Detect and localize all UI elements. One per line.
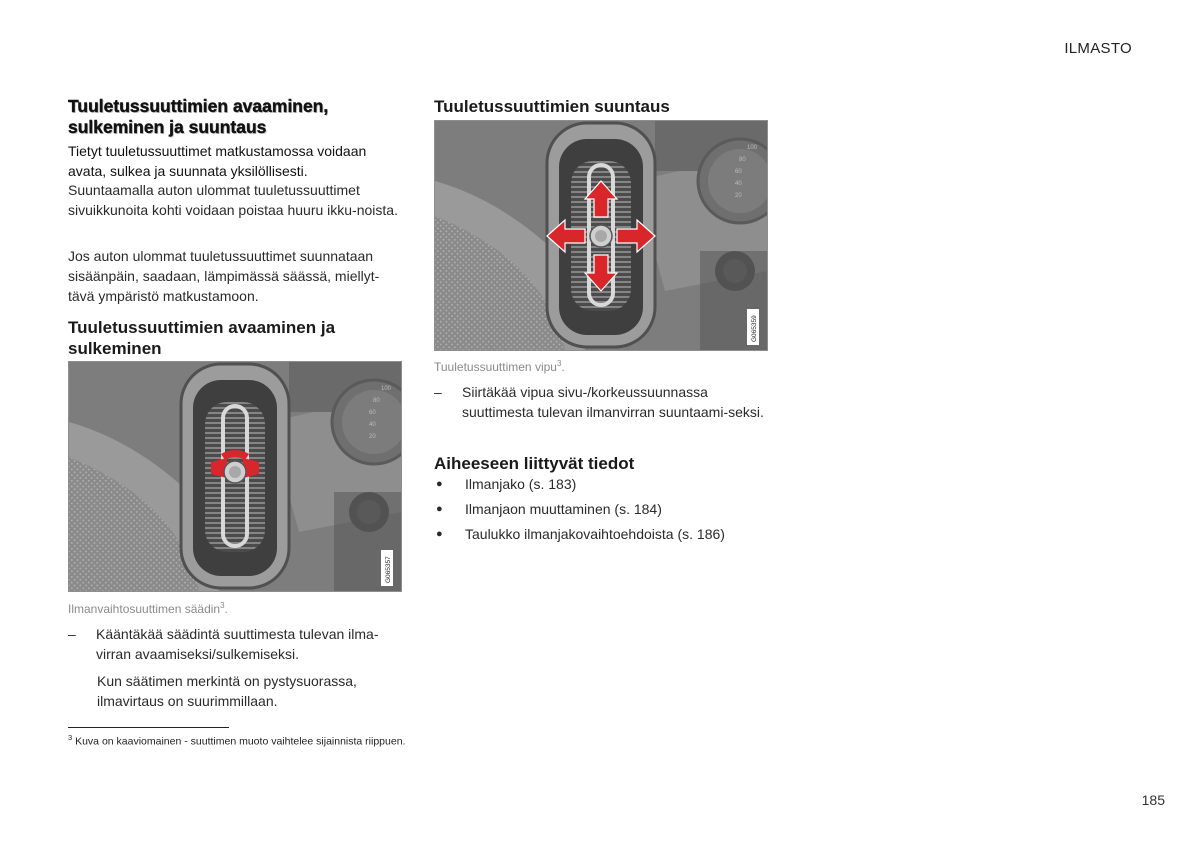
bullet-icon: ●: [436, 503, 443, 515]
dash-marker: –: [68, 626, 76, 642]
bullet-icon: ●: [436, 528, 443, 540]
list-item: [434, 499, 794, 524]
step-item: [434, 382, 774, 422]
gauge-label: 40: [369, 422, 376, 428]
section-label: ILMASTO: [1064, 40, 1132, 57]
dash-marker: –: [434, 384, 442, 400]
gauge-label: 20: [369, 434, 376, 440]
step-item: [68, 624, 408, 664]
figure-caption: Ilmanvaihtosuuttimen säädin$^3$.: [68, 601, 228, 616]
figure-id: G065359: [751, 315, 758, 342]
gauge-label: 20: [735, 193, 742, 199]
footnote-text: Kuva on kaaviomainen - suuttimen muoto vaihtelee sijainnista riippuen.: [75, 735, 406, 748]
footnote-divider: [68, 727, 229, 728]
related-link[interactable]: Taulukko ilmanjakovaihtoehdoista (s. 186): [465, 526, 725, 542]
subtitle-open-close: Tuuletussuuttimien avaaminen ja sulkeminen: [68, 318, 336, 358]
gauge-label: 100: [381, 386, 392, 392]
gauge-label: 60: [735, 169, 742, 175]
gauge-label: 100: [747, 145, 758, 151]
figure-vent-knob: [68, 361, 402, 592]
step-text: Kääntäkää säädintä suuttimesta tulevan ilma-virran avaamiseksi/sulkemiseksi.: [96, 626, 379, 662]
page-number: 185: [1141, 792, 1165, 808]
figure-caption: Tuuletussuuttimen vipu$^3$.: [434, 359, 565, 374]
intro-paragraph-1: Suuntaamalla auton ulommat tuuletussuuttimet sivuikkunoita kohti voidaan poistaa huuru ikku-noista.: [68, 182, 398, 218]
step-text: Siirtäkää vipua sivu-/korkeussuunnassa suuttimesta tulevan ilmanvirran suuntaami-seksi.: [462, 384, 764, 420]
figure-vent-lever: [434, 120, 768, 351]
gauge-label: 60: [369, 410, 376, 416]
gauge-label: 80: [739, 157, 746, 163]
footnote: [68, 733, 405, 748]
subtitle-related: Aiheeseen liittyvät tiedot: [434, 454, 635, 473]
gauge-label: 40: [735, 181, 742, 187]
step-note: Kun säätimen merkintä on pystysuorassa, ilmavirtaus on suurimmillaan.: [97, 673, 357, 709]
intro-lead: Tietyt tuuletussuuttimet matkustamossa voidaan avata, sulkea ja suunnata yksilöllisesti.: [68, 143, 367, 179]
related-links-list: [434, 474, 794, 549]
list-item: [434, 524, 794, 549]
bullet-icon: ●: [436, 478, 443, 490]
related-link[interactable]: Ilmanjaon muuttaminen (s. 184): [465, 501, 662, 517]
subtitle-direction: Tuuletussuuttimien suuntaus: [434, 97, 670, 116]
footnote-marker: 3: [68, 733, 73, 742]
figure-id: G065357: [385, 556, 392, 583]
main-title: Tuuletussuuttimien avaaminen, sulkeminen ja suuntaus: [68, 96, 329, 137]
gauge-label: 80: [373, 398, 380, 404]
related-link[interactable]: Ilmanjako (s. 183): [465, 476, 577, 492]
intro-paragraph-2: Jos auton ulommat tuuletussuuttimet suunnataan sisäänpäin, saadaan, lämpimässä säässä, miellyt-tävä ympäristö matkustamoon.: [68, 248, 380, 304]
list-item: [434, 474, 794, 499]
